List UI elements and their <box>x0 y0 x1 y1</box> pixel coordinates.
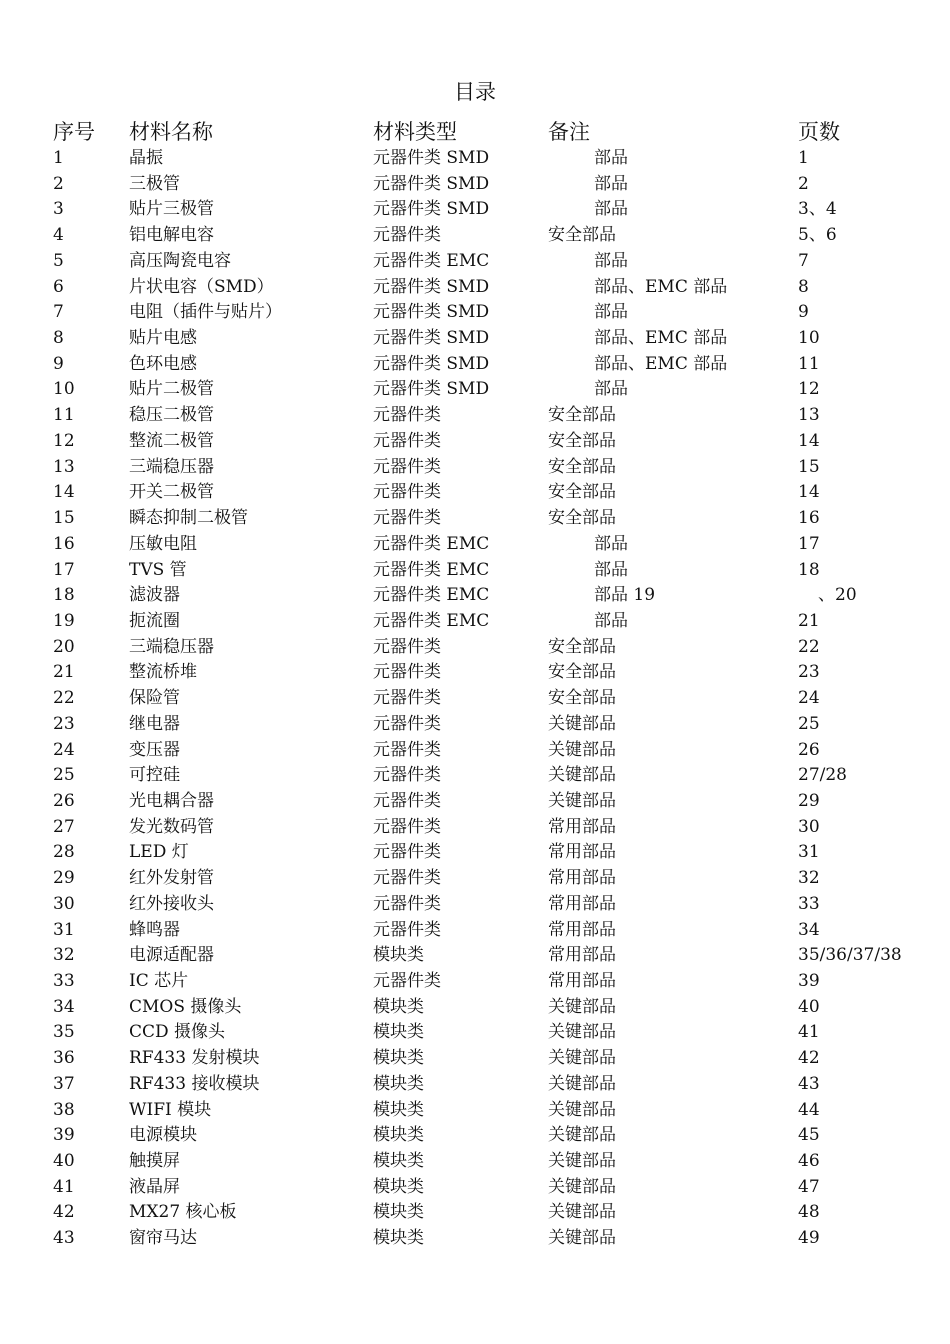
table-row <box>0 815 950 841</box>
row-material-name: 色环电感 <box>129 353 197 374</box>
row-pages: 33 <box>798 893 820 914</box>
row-material-name: 可控硅 <box>129 765 180 786</box>
row-material-name: 开关二极管 <box>129 482 214 503</box>
table-row <box>0 1123 950 1149</box>
row-material-name: 蜂鸣器 <box>129 919 180 940</box>
row-pages: 12 <box>798 379 820 400</box>
row-index: 28 <box>53 842 75 863</box>
row-index: 22 <box>53 688 75 709</box>
row-note: 安全部品 <box>548 508 616 529</box>
row-material-type: 元器件类 SMD <box>373 199 490 220</box>
row-note: 关键部品 <box>548 1202 616 1223</box>
row-material-type: 元器件类 EMC <box>373 533 490 554</box>
table-row <box>0 892 950 918</box>
row-pages: 21 <box>798 610 820 631</box>
table-row <box>0 558 950 584</box>
row-note: 部品 <box>594 379 628 400</box>
header-pages: 页数 <box>798 120 840 144</box>
table-header <box>0 116 950 146</box>
row-pages: 31 <box>798 842 820 863</box>
row-index: 19 <box>53 610 75 631</box>
row-material-name: 红外接收头 <box>129 893 214 914</box>
row-material-type: 元器件类 <box>373 868 441 889</box>
row-material-name: 晶振 <box>129 148 163 168</box>
header-index: 序号 <box>53 120 95 144</box>
row-material-type: 模块类 <box>373 1151 424 1172</box>
row-pages: 9 <box>798 302 809 323</box>
row-material-name: 片状电容（SMD） <box>129 276 274 297</box>
row-pages: 23 <box>798 662 820 683</box>
table-row <box>0 403 950 429</box>
row-material-name: 贴片二极管 <box>129 379 214 400</box>
row-material-type: 元器件类 <box>373 842 441 863</box>
row-pages: 45 <box>798 1125 820 1146</box>
row-note: 部品 <box>594 148 628 168</box>
row-pages: 43 <box>798 1073 820 1094</box>
row-index: 25 <box>53 765 75 786</box>
row-index: 15 <box>53 508 75 529</box>
table-row <box>0 1072 950 1098</box>
row-material-type: 元器件类 <box>373 662 441 683</box>
row-index: 8 <box>53 328 64 349</box>
row-index: 41 <box>53 1176 75 1197</box>
row-material-type: 元器件类 <box>373 765 441 786</box>
row-index: 24 <box>53 739 75 760</box>
row-pages: 41 <box>798 1022 820 1043</box>
row-note: 关键部品 <box>548 996 616 1017</box>
row-material-type: 模块类 <box>373 996 424 1017</box>
row-material-name: 电源适配器 <box>129 945 214 966</box>
row-note: 常用部品 <box>548 945 616 966</box>
row-index: 3 <box>53 199 64 220</box>
row-material-name: MX27 核心板 <box>129 1202 237 1223</box>
row-note: 常用部品 <box>548 816 616 837</box>
table-row <box>0 480 950 506</box>
row-material-name: 滤波器 <box>129 585 180 606</box>
row-material-name: 红外发射管 <box>129 868 214 889</box>
row-index: 29 <box>53 868 75 889</box>
row-index: 35 <box>53 1022 75 1043</box>
row-material-type: 元器件类 SMD <box>373 276 490 297</box>
table-row <box>0 763 950 789</box>
row-index: 21 <box>53 662 75 683</box>
row-pages: 13 <box>798 405 820 426</box>
row-note: 关键部品 <box>548 1022 616 1043</box>
row-material-type: 元器件类 <box>373 508 441 529</box>
row-note: 安全部品 <box>548 430 616 451</box>
row-material-type: 元器件类 SMD <box>373 148 490 168</box>
row-pages: 14 <box>798 482 820 503</box>
row-material-name: 窗帘马达 <box>129 1228 197 1249</box>
table-row <box>0 300 950 326</box>
row-index: 40 <box>53 1151 75 1172</box>
row-material-type: 元器件类 <box>373 713 441 734</box>
table-row <box>0 738 950 764</box>
table-row <box>0 249 950 275</box>
row-index: 11 <box>53 405 75 426</box>
table-row <box>0 969 950 995</box>
row-note: 关键部品 <box>548 1099 616 1120</box>
row-note: 部品 19 <box>594 585 656 606</box>
row-pages: 35/36/37/38 <box>798 945 902 966</box>
row-material-name: 铝电解电容 <box>129 225 214 246</box>
row-material-name: CMOS 摄像头 <box>129 996 242 1017</box>
row-note: 部品 <box>594 533 628 554</box>
row-note: 安全部品 <box>548 662 616 683</box>
row-pages: 25 <box>798 713 820 734</box>
table-row <box>0 1175 950 1201</box>
row-note: 关键部品 <box>548 1151 616 1172</box>
row-note: 安全部品 <box>548 456 616 477</box>
row-note: 关键部品 <box>548 713 616 734</box>
toc-table <box>0 146 950 1252</box>
header-name: 材料名称 <box>129 120 213 144</box>
table-row <box>0 918 950 944</box>
page-title: 目录 <box>454 80 496 104</box>
row-material-type: 元器件类 EMC <box>373 559 490 580</box>
row-note: 安全部品 <box>548 636 616 657</box>
table-row <box>0 197 950 223</box>
row-pages: 48 <box>798 1202 820 1223</box>
row-material-type: 元器件类 <box>373 816 441 837</box>
row-material-type: 元器件类 <box>373 790 441 811</box>
row-note: 安全部品 <box>548 225 616 246</box>
row-index: 6 <box>53 276 64 297</box>
row-pages: 3、4 <box>798 199 837 220</box>
table-row <box>0 172 950 198</box>
table-row <box>0 455 950 481</box>
row-note: 关键部品 <box>548 1125 616 1146</box>
row-material-type: 元器件类 <box>373 893 441 914</box>
row-note: 关键部品 <box>548 1073 616 1094</box>
row-material-type: 元器件类 <box>373 636 441 657</box>
row-index: 9 <box>53 353 64 374</box>
row-note: 部品、EMC 部品 <box>594 353 728 374</box>
table-row <box>0 866 950 892</box>
row-pages: 16 <box>798 508 820 529</box>
row-pages: 40 <box>798 996 820 1017</box>
row-material-name: IC 芯片 <box>129 971 189 991</box>
row-material-name: 整流桥堆 <box>129 662 197 683</box>
row-material-type: 模块类 <box>373 1022 424 1043</box>
row-pages: 47 <box>798 1176 820 1197</box>
row-material-type: 元器件类 EMC <box>373 250 490 271</box>
row-index: 37 <box>53 1073 75 1094</box>
table-row <box>0 840 950 866</box>
row-material-name: 贴片电感 <box>129 328 197 349</box>
row-note: 关键部品 <box>548 1228 616 1249</box>
row-material-name: 三端稳压器 <box>129 456 214 477</box>
row-note: 关键部品 <box>548 765 616 786</box>
row-material-type: 元器件类 EMC <box>373 610 490 631</box>
row-pages: 5、6 <box>798 225 837 246</box>
table-row <box>0 1046 950 1072</box>
table-row <box>0 789 950 815</box>
row-material-name: RF433 发射模块 <box>129 1048 260 1069</box>
row-index: 30 <box>53 893 75 914</box>
row-index: 39 <box>53 1125 75 1146</box>
table-row <box>0 660 950 686</box>
row-pages: 24 <box>798 688 820 709</box>
table-row <box>0 635 950 661</box>
row-index: 2 <box>53 173 64 194</box>
row-index: 1 <box>53 148 64 168</box>
table-row <box>0 1226 950 1252</box>
row-note: 部品 <box>594 173 628 194</box>
row-note: 关键部品 <box>548 739 616 760</box>
row-material-name: 光电耦合器 <box>129 790 214 811</box>
row-note: 部品 <box>594 199 628 220</box>
row-material-type: 元器件类 <box>373 430 441 451</box>
table-row <box>0 995 950 1021</box>
table-row <box>0 506 950 532</box>
table-row <box>0 377 950 403</box>
row-note: 部品 <box>594 302 628 323</box>
row-material-type: 模块类 <box>373 1073 424 1094</box>
row-material-name: 压敏电阻 <box>129 533 197 554</box>
row-material-name: 液晶屏 <box>129 1176 180 1197</box>
row-material-type: 元器件类 SMD <box>373 353 490 374</box>
row-material-type: 模块类 <box>373 1228 424 1249</box>
row-material-name: 三端稳压器 <box>129 636 214 657</box>
row-index: 14 <box>53 482 75 503</box>
row-index: 18 <box>53 585 75 606</box>
table-row <box>0 429 950 455</box>
row-index: 32 <box>53 945 75 966</box>
row-pages: 18 <box>798 559 820 580</box>
row-index: 4 <box>53 225 64 246</box>
row-pages: 、20 <box>818 585 857 606</box>
row-material-type: 元器件类 SMD <box>373 302 490 323</box>
row-material-type: 元器件类 SMD <box>373 328 490 349</box>
row-material-name: 贴片三极管 <box>129 199 214 220</box>
row-material-name: TVS 管 <box>129 559 187 580</box>
row-pages: 44 <box>798 1099 820 1120</box>
row-material-type: 元器件类 <box>373 739 441 760</box>
table-row <box>0 943 950 969</box>
table-row <box>0 1200 950 1226</box>
row-note: 关键部品 <box>548 790 616 811</box>
row-note: 安全部品 <box>548 688 616 709</box>
row-material-type: 元器件类 <box>373 919 441 940</box>
row-pages: 29 <box>798 790 820 811</box>
row-material-type: 模块类 <box>373 1048 424 1069</box>
row-index: 23 <box>53 713 75 734</box>
row-pages: 26 <box>798 739 820 760</box>
row-index: 42 <box>53 1202 75 1223</box>
row-index: 36 <box>53 1048 75 1069</box>
row-index: 27 <box>53 816 75 837</box>
row-pages: 7 <box>798 250 809 271</box>
row-index: 10 <box>53 379 75 400</box>
row-pages: 49 <box>798 1228 820 1249</box>
row-note: 部品、EMC 部品 <box>594 276 728 297</box>
row-note: 安全部品 <box>548 482 616 503</box>
row-material-name: CCD 摄像头 <box>129 1022 226 1043</box>
row-material-name: 扼流圈 <box>129 610 180 631</box>
row-material-type: 元器件类 <box>373 482 441 503</box>
table-row <box>0 609 950 635</box>
row-pages: 27/28 <box>798 765 847 786</box>
row-note: 常用部品 <box>548 893 616 914</box>
row-material-type: 元器件类 <box>373 971 441 991</box>
row-pages: 17 <box>798 533 820 554</box>
table-row <box>0 1098 950 1124</box>
row-index: 33 <box>53 971 75 991</box>
row-pages: 2 <box>798 173 809 194</box>
table-row <box>0 712 950 738</box>
row-note: 常用部品 <box>548 842 616 863</box>
row-index: 5 <box>53 250 64 271</box>
row-pages: 30 <box>798 816 820 837</box>
row-material-type: 模块类 <box>373 1202 424 1223</box>
row-material-type: 模块类 <box>373 1176 424 1197</box>
row-note: 常用部品 <box>548 868 616 889</box>
table-row <box>0 686 950 712</box>
row-material-name: LED 灯 <box>129 842 189 863</box>
row-pages: 8 <box>798 276 809 297</box>
row-pages: 10 <box>798 328 820 349</box>
table-row <box>0 223 950 249</box>
table-row <box>0 1020 950 1046</box>
row-material-name: 整流二极管 <box>129 430 214 451</box>
row-note: 常用部品 <box>548 919 616 940</box>
row-note: 部品 <box>594 559 628 580</box>
row-index: 43 <box>53 1228 75 1249</box>
row-note: 部品 <box>594 250 628 271</box>
row-pages: 34 <box>798 919 820 940</box>
row-note: 关键部品 <box>548 1048 616 1069</box>
row-pages: 14 <box>798 430 820 451</box>
row-pages: 22 <box>798 636 820 657</box>
row-pages: 15 <box>798 456 820 477</box>
row-material-name: 发光数码管 <box>129 816 214 837</box>
row-material-name: 电源模块 <box>129 1125 197 1146</box>
row-material-type: 元器件类 <box>373 456 441 477</box>
table-row <box>0 275 950 301</box>
row-material-name: 高压陶瓷电容 <box>129 250 231 271</box>
row-note: 关键部品 <box>548 1176 616 1197</box>
row-material-type: 元器件类 <box>373 688 441 709</box>
row-note: 部品 <box>594 610 628 631</box>
row-material-type: 元器件类 SMD <box>373 173 490 194</box>
row-index: 7 <box>53 302 64 323</box>
row-material-name: 变压器 <box>129 739 180 760</box>
row-material-name: 继电器 <box>129 713 180 734</box>
table-row <box>0 326 950 352</box>
row-material-name: RF433 接收模块 <box>129 1073 260 1094</box>
row-index: 38 <box>53 1099 75 1120</box>
row-note: 安全部品 <box>548 405 616 426</box>
row-index: 31 <box>53 919 75 940</box>
header-type: 材料类型 <box>373 120 457 144</box>
row-material-name: 瞬态抑制二极管 <box>129 508 248 529</box>
row-index: 16 <box>53 533 75 554</box>
row-material-name: 三极管 <box>129 173 180 194</box>
row-pages: 11 <box>798 353 820 374</box>
row-index: 12 <box>53 430 75 451</box>
row-material-type: 元器件类 <box>373 405 441 426</box>
row-material-type: 元器件类 <box>373 225 441 246</box>
row-pages: 1 <box>798 148 809 168</box>
row-index: 20 <box>53 636 75 657</box>
row-material-name: 触摸屏 <box>129 1151 180 1172</box>
row-index: 13 <box>53 456 75 477</box>
row-pages: 39 <box>798 971 820 991</box>
table-row <box>0 532 950 558</box>
row-index: 26 <box>53 790 75 811</box>
table-row <box>0 583 950 609</box>
row-pages: 46 <box>798 1151 820 1172</box>
row-material-type: 模块类 <box>373 945 424 966</box>
row-material-name: 保险管 <box>129 688 180 709</box>
header-note: 备注 <box>548 120 590 144</box>
row-material-type: 模块类 <box>373 1125 424 1146</box>
row-material-type: 元器件类 SMD <box>373 379 490 400</box>
row-note: 部品、EMC 部品 <box>594 328 728 349</box>
table-row <box>0 1149 950 1175</box>
table-row <box>0 352 950 378</box>
row-material-name: WIFI 模块 <box>129 1099 212 1120</box>
row-index: 34 <box>53 996 75 1017</box>
row-pages: 42 <box>798 1048 820 1069</box>
row-material-name: 电阻（插件与贴片） <box>129 302 282 323</box>
row-material-type: 元器件类 EMC <box>373 585 490 606</box>
row-pages: 32 <box>798 868 820 889</box>
row-index: 17 <box>53 559 75 580</box>
row-material-name: 稳压二极管 <box>129 405 214 426</box>
table-row <box>0 146 950 172</box>
row-material-type: 模块类 <box>373 1099 424 1120</box>
row-note: 常用部品 <box>548 971 616 991</box>
